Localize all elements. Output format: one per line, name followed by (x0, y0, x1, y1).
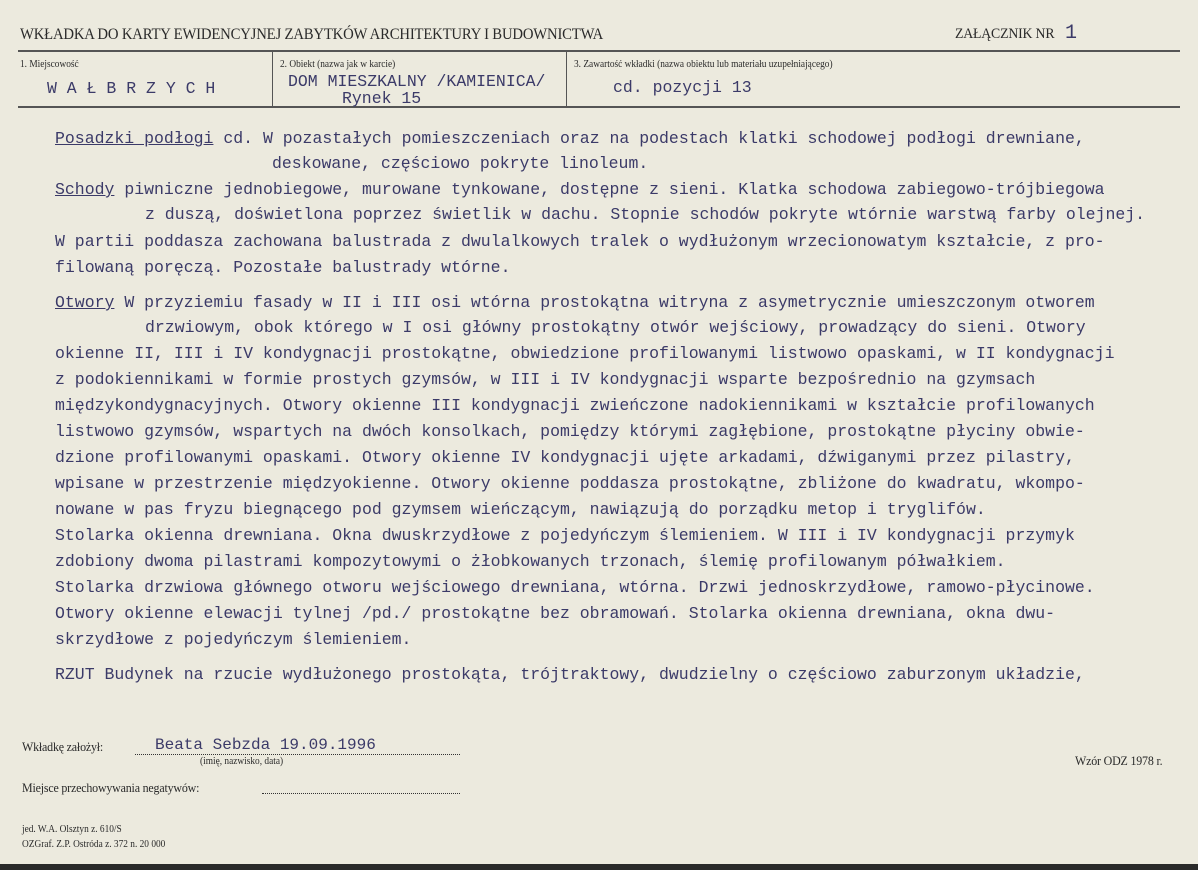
content-label: 3. Zawartość wkładki (nazwa obiektu lub materiału uzupełniającego) (574, 58, 833, 70)
section-heading: Posadzki podłogi (55, 129, 214, 148)
text-line: zdobiony dwoma pilastrami kompozytowymi o żłobkowanych trzonach, ślemię profilowanym półwałkiem. (55, 552, 1006, 571)
text-line: nowane w pas fryzu biegnącego pod gzymsem wieńczącym, nawiązują do porządku metop i tryglifów. (55, 500, 986, 519)
divider (18, 106, 1180, 108)
locality-label: 1. Miejscowość (20, 58, 79, 70)
divider (272, 52, 273, 106)
object-value: DOM MIESZKALNY /KAMIENICA/ (288, 72, 546, 91)
negatives-field (262, 780, 460, 794)
text-line: filowaną poręczą. Pozostałe balustrady wtórne. (55, 258, 511, 277)
attachment-label: ZAŁĄCZNIK NR (955, 26, 1055, 42)
text-line: z duszą, doświetlona poprzez świetlik w dachu. Stopnie schodów pokryte wtórnie warstwą farby olejnej. (145, 205, 1146, 224)
text-line: okienne II, III i IV kondygnacji prostokątne, obwiedzione profilowanymi listwowo opaskami, w II kondygnacji (55, 344, 1115, 363)
text-line: W partii poddasza zachowana balustrada z dwulalkowych tralek o wydłużonym wrzecionowatym kształcie, z pro- (55, 232, 1105, 251)
text-line: deskowane, częściowo pokryte linoleum. (272, 154, 649, 173)
text-line: wpisane w przestrzenie międzyokienne. Otwory okienne poddasza prostokątne, zbliżone do kwadratu, wkompo- (55, 474, 1085, 493)
text-line: listwowo gzymsów, wspartych na dwóch konsolkach, pomiędzy którymi zagłębione, prostokątne płyciny obwie- (55, 422, 1085, 441)
text-line: Stolarka drzwiowa głównego otworu wejściowego drewniana, wtórna. Drzwi jednoskrzydłowe, ramowo-płycinowe. (55, 578, 1095, 597)
text-line: skrzydłowe z pojedyńczym ślemieniem. (55, 630, 412, 649)
section-heading: Otwory (55, 293, 115, 312)
form-version: Wzór ODZ 1978 r. (1075, 753, 1163, 768)
form-title: WKŁADKA DO KARTY EWIDENCYJNEJ ZABYTKÓW ARCHITEKTURY I BUDOWNICTWA (20, 26, 604, 43)
text-line: dzione profilowanymi opaskami. Otwory okienne IV kondygnacji ujęte arkadami, dźwiganymi przez pilastry, (55, 448, 1075, 467)
printer-info: jed. W.A. Olsztyn z. 610/S (22, 823, 122, 835)
attachment-number: 1 (1065, 22, 1078, 45)
text-line: piwniczne jednobiegowe, murowane tynkowane, dostępne z sieni. Klatka schodowa zabiegowo-trójbiegowa (114, 180, 1105, 199)
object-label: 2. Obiekt (nazwa jak w karcie) (280, 58, 396, 70)
divider (18, 50, 1180, 52)
created-label: Wkładkę założył: (22, 739, 104, 754)
text-line: W przyziemiu fasady w II i III osi wtórna prostokątna witryna z asymetrycznie umieszczonym otworem (114, 293, 1095, 312)
object-address: Rynek 15 (342, 89, 422, 108)
text-line: drzwiowym, obok którego w I osi główny prostokątny otwór wejściowy, prowadzący do sieni. Otwory (145, 318, 1086, 337)
printer-info: OZGraf. Z.P. Ostróda z. 372 n. 20 000 (22, 838, 166, 850)
divider (566, 52, 567, 106)
created-value: Beata Sebzda 19.09.1996 (135, 736, 460, 755)
section-heading: Schody (55, 180, 115, 199)
created-hint: (imię, nazwisko, data) (200, 755, 284, 767)
locality-value: W A Ł B R Z Y C H (47, 79, 216, 98)
text-line: z podokiennikami w formie prostych gzymsów, w III i IV kondygnacji wsparte bezpośrednio na gzymsach (55, 370, 1036, 389)
text-line: Otwory okienne elewacji tylnej /pd./ prostokątne bez obramowań. Stolarka okienna drewniana, okna dwu- (55, 604, 1056, 623)
negatives-label: Miejsce przechowywania negatywów: (22, 780, 200, 795)
scan-edge (0, 864, 1198, 870)
text-line: międzykondygnacyjnych. Otwory okienne III kondygnacji zwieńczone nadokiennikami w kształcie profilowanych (55, 396, 1095, 415)
text-line: RZUT Budynek na rzucie wydłużonego prostokąta, trójtraktowy, dwudzielny o częściowo zaburzonym układzie, (55, 665, 1085, 684)
text-line: Stolarka okienna drewniana. Okna dwuskrzydłowe z pojedyńczym ślemieniem. W III i IV kondygnacji przymyk (55, 526, 1075, 545)
content-value: cd. pozycji 13 (613, 78, 752, 97)
text-line: cd. W pozastałych pomieszczeniach oraz na podestach klatki schodowej podłogi drewniane, (213, 129, 1085, 148)
